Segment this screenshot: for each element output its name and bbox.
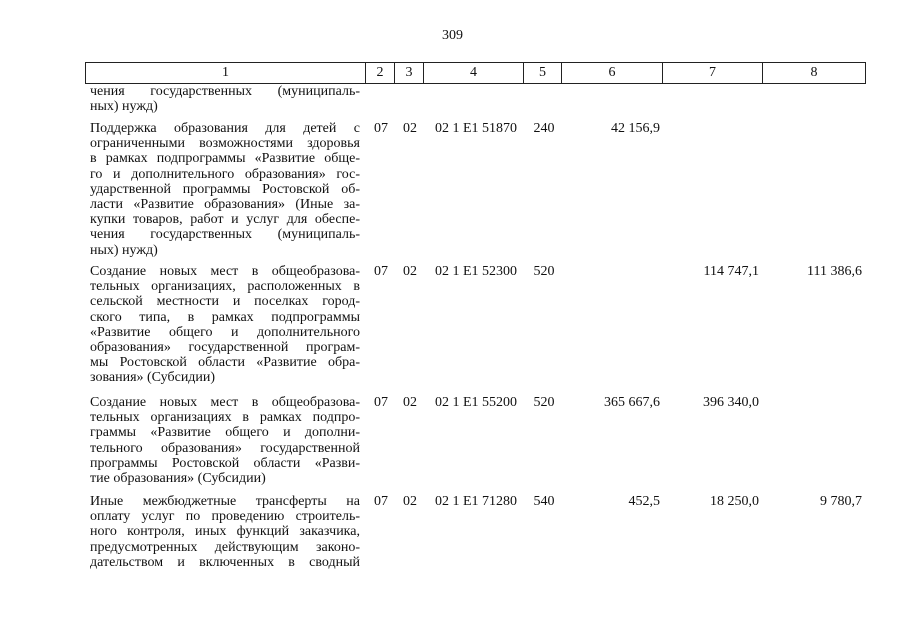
description-line: ского типа, в рамках подпрограммы: [90, 309, 360, 325]
cell-target-article: 02 1 E1 51870: [434, 121, 518, 136]
description-line: ных) нужд): [90, 242, 158, 258]
description-line: чения государственных (муниципаль-: [90, 84, 360, 99]
description-line: предусмотренных действующим законо-: [90, 539, 360, 555]
description-line: ных) нужд): [90, 99, 158, 115]
cell-target-article: 02 1 E1 52300: [434, 264, 518, 279]
row-description: [90, 84, 360, 114]
cell-section: 07: [374, 121, 388, 136]
cell-amount-col6: 365 667,6: [604, 395, 660, 410]
cell-subsection: 02: [403, 395, 417, 410]
cell-amount-col7: 114 747,1: [703, 264, 759, 279]
cell-amount-col7: 18 250,0: [710, 494, 759, 509]
cell-amount-col8: 111 386,6: [807, 264, 862, 279]
row-description: [90, 121, 360, 258]
description-line: ласти «Развитие образования» (Иные за-: [90, 197, 360, 213]
cell-target-article: 02 1 E1 55200: [434, 395, 518, 410]
cell-target-article: 02 1 E1 71280: [434, 494, 518, 509]
cell-amount-col8: 9 780,7: [820, 494, 862, 509]
description-line: ограниченными возможностями здоровья: [90, 136, 360, 152]
row-description: [90, 264, 360, 386]
cell-amount-col7: 396 340,0: [703, 395, 759, 410]
column-header-4: 4: [424, 63, 524, 84]
description-line: зования» (Субсидии): [90, 370, 216, 386]
column-header-1: 1: [86, 63, 366, 84]
cell-expense-type: 520: [533, 264, 555, 279]
cell-subsection: 02: [403, 121, 417, 136]
description-line: го и дополнительного образования» гос-: [90, 166, 360, 182]
description-line: тие образования» (Субсидии): [90, 471, 266, 487]
column-header-3: 3: [395, 63, 424, 84]
cell-expense-type: 540: [533, 494, 555, 509]
description-line: «Развитие общего и дополнительного: [90, 324, 360, 340]
cell-subsection: 02: [403, 494, 417, 509]
cell-section: 07: [374, 494, 388, 509]
cell-amount-col6: 452,5: [628, 494, 660, 509]
description-line: тельных организациях в рамках подпро-: [90, 410, 360, 426]
description-line: тельных организациях, расположенных в: [90, 279, 360, 295]
column-header-2: 2: [366, 63, 395, 84]
description-line: ного контроля, иных функций заказчика,: [90, 524, 360, 540]
description-line: сельской местности и поселках город-: [90, 294, 360, 310]
page-number: 309: [442, 28, 463, 43]
column-header-5: 5: [524, 63, 562, 84]
description-line: чения государственных (муниципаль-: [90, 227, 360, 243]
row-description: [90, 494, 360, 570]
cell-section: 07: [374, 395, 388, 410]
description-line: ударственной программы Ростовской об-: [90, 181, 360, 197]
cell-subsection: 02: [403, 264, 417, 279]
description-line: мы Ростовской области «Развитие обра-: [90, 355, 360, 371]
description-line: Поддержка образования для детей с: [90, 121, 360, 136]
description-line: в рамках подпрограммы «Развитие обще-: [90, 151, 360, 167]
description-line: дательством и включенных в сводный: [90, 554, 360, 570]
cell-section: 07: [374, 264, 388, 279]
description-line: купки товаров, работ и услуг для обеспе-: [90, 212, 360, 228]
row-description: [90, 395, 360, 486]
description-line: Создание новых мест в общеобразова-: [90, 395, 360, 410]
description-line: оплату услуг по проведению строитель-: [90, 509, 360, 525]
cell-expense-type: 520: [533, 395, 555, 410]
description-line: программы Ростовской области «Разви-: [90, 455, 360, 471]
description-line: образования» государственной програм-: [90, 340, 360, 356]
column-header-7: 7: [663, 63, 763, 84]
cell-expense-type: 240: [533, 121, 555, 136]
description-line: граммы «Развитие общего и дополни-: [90, 425, 360, 441]
description-line: тельного образования» государственной: [90, 440, 360, 456]
column-header-6: 6: [562, 63, 663, 84]
column-header-8: 8: [763, 63, 866, 84]
description-line: Создание новых мест в общеобразова-: [90, 264, 360, 279]
cell-amount-col6: 42 156,9: [611, 121, 660, 136]
description-line: Иные межбюджетные трансферты на: [90, 494, 360, 509]
